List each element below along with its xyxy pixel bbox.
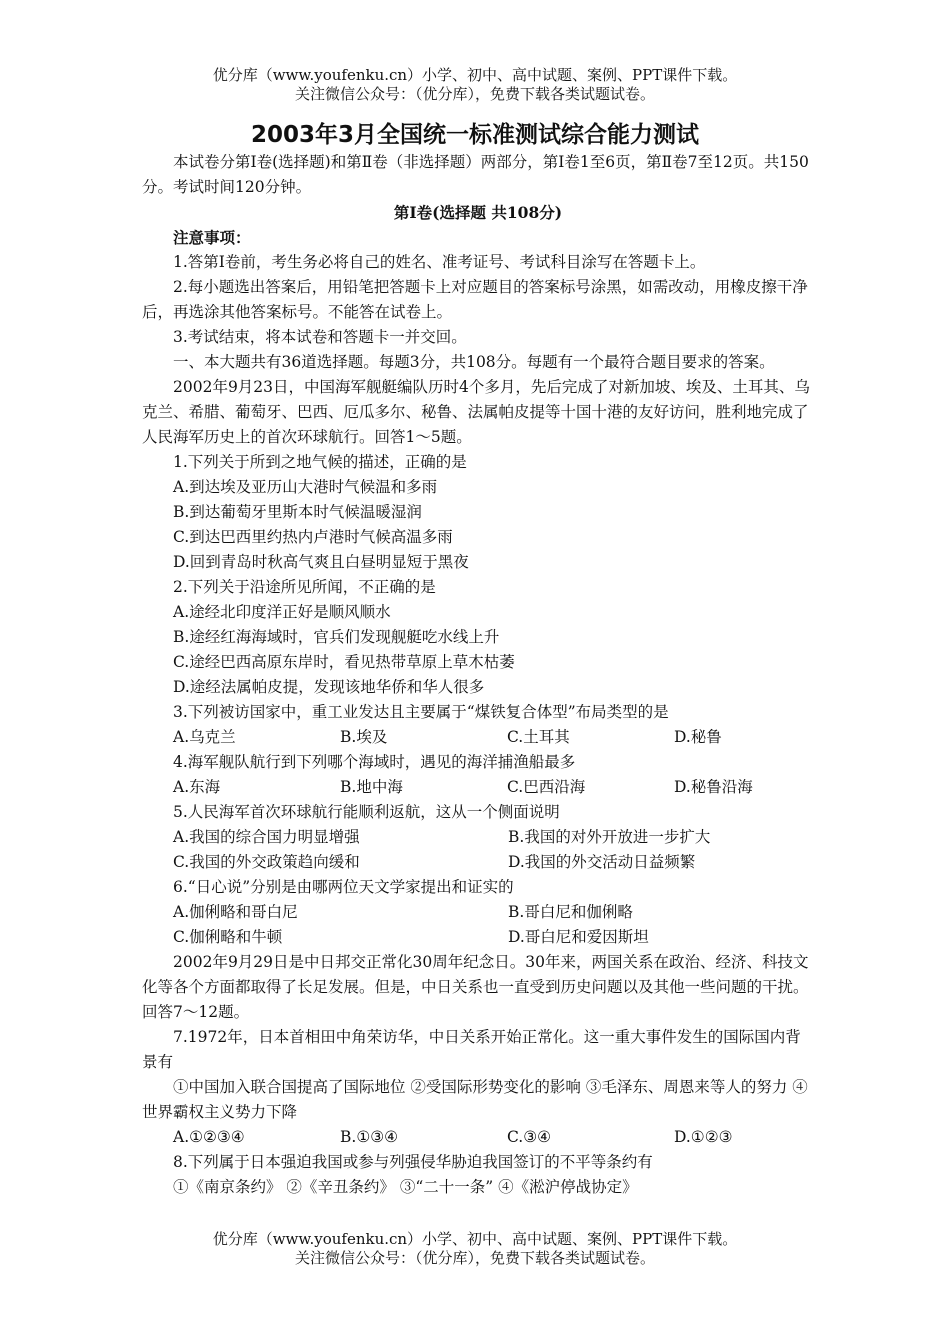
question-3-option: C.土耳其 — [507, 728, 570, 746]
question-2-option: D.途经法属帕皮提，发现该地华侨和华人很多 — [173, 678, 485, 696]
note-item: 1.答第Ⅰ卷前，考生务必将自己的姓名、准考证号、考试科目涂写在答题卡上。 — [173, 253, 706, 271]
section-title: 第Ⅰ卷(选择题 共108分) — [393, 203, 563, 222]
question-8-stem: 8.下列属于日本强迫我国或参与列强侵华胁迫我国签订的不平等条约有 — [173, 1153, 653, 1171]
question-1-option: A.到达埃及亚历山大港时气候温和多雨 — [173, 478, 438, 496]
question-4-stem: 4.海军舰队航行到下列哪个海域时，遇见的海洋捕渔船最多 — [173, 753, 576, 771]
intro-paragraph: 本试卷分第Ⅰ卷(选择题)和第Ⅱ卷（非选择题）两部分，第Ⅰ卷1至6页，第Ⅱ卷7至12页。共150分。考试时间120分钟。 — [142, 153, 809, 196]
footer-line-1: 优分库（www.youfenku.cn）小学、初中、高中试题、案例、PPT课件下载。 — [212, 1230, 738, 1248]
question-2-option: A.途经北印度洋正好是顺风顺水 — [173, 603, 391, 621]
question-2-option: B.途经红海海域时，官兵们发现舰艇吃水线上升 — [173, 628, 500, 646]
question-2-option: C.途经巴西高原东岸时，看见热带草原上草木枯萎 — [173, 653, 515, 671]
page-footer — [0, 1230, 950, 1268]
question-4-options — [142, 775, 814, 800]
question-5-option: C.我国的外交政策趋向缓和 — [173, 853, 360, 871]
question-5-stem: 5.人民海军首次环球航行能顺利返航，这从一个侧面说明 — [173, 803, 560, 821]
question-1-option: D.回到青岛时秋高气爽且白昼明显短于黑夜 — [173, 553, 469, 571]
question-5-options-row-1 — [142, 825, 814, 850]
question-7-option: C.③④ — [507, 1128, 552, 1146]
question-4-option: C.巴西沿海 — [507, 778, 586, 796]
question-6-option: D.哥白尼和爱因斯坦 — [508, 928, 649, 946]
question-5-option: B.我国的对外开放进一步扩大 — [508, 828, 711, 846]
note-item: 3.考试结束，将本试卷和答题卡一并交回。 — [173, 328, 467, 346]
header-line-2: 关注微信公众号：（优分库），免费下载各类试题试卷。 — [294, 85, 655, 103]
question-6-options-row-1 — [142, 900, 814, 925]
question-5-option: D.我国的外交活动日益频繁 — [508, 853, 696, 871]
header-line-1: 优分库（www.youfenku.cn）小学、初中、高中试题、案例、PPT课件下载。 — [212, 66, 738, 84]
question-1-stem: 1.下列关于所到之地气候的描述，正确的是 — [173, 453, 467, 471]
question-2-stem: 2.下列关于沿途所见所闻，不正确的是 — [173, 578, 436, 596]
question-6-stem: 6.“日心说”分别是由哪两位天文学家提出和证实的 — [173, 878, 514, 896]
question-3-option: A.乌克兰 — [173, 728, 236, 746]
question-1-option: C.到达巴西里约热内卢港时气候高温多雨 — [173, 528, 453, 546]
page-header — [0, 66, 950, 104]
note-item: 2.每小题选出答案后，用铅笔把答题卡上对应题目的答案标号涂黑，如需改动，用橡皮擦干净后，再选涂其他答案标号。不能答在试卷上。 — [142, 278, 808, 321]
question-7-statements: ①中国加入联合国提高了国际地位 ②受国际形势变化的影响 ③毛泽东、周恩来等人的努力 ④世界霸权主义势力下降 — [142, 1078, 808, 1121]
question-3-options — [142, 725, 814, 750]
question-4-option: D.秘鲁沿海 — [674, 778, 753, 796]
question-7-option: D.①②③ — [674, 1128, 733, 1146]
question-4-option: B.地中海 — [340, 778, 403, 796]
question-6-option: A.伽俐略和哥白尼 — [173, 903, 298, 921]
passage-2: 2002年9月29日是中日邦交正常化30周年纪念日。30年来，两国关系在政治、经济、科技文化等各个方面都取得了长足发展。但是，中日关系也一直受到历史问题以及其他一些问题的干扰。回答7～12题。 — [142, 953, 809, 1021]
question-5-options-row-2 — [142, 850, 814, 875]
question-4-option: A.东海 — [173, 778, 221, 796]
question-7-options — [142, 1125, 814, 1150]
question-7-option: B.①③④ — [340, 1128, 399, 1146]
passage-1: 2002年9月23日，中国海军舰艇编队历时4个多月，先后完成了对新加坡、埃及、土耳其、乌克兰、希腊、葡萄牙、巴西、厄瓜多尔、秘鲁、法属帕皮提等十国十港的友好访问，胜利地完成了人民海军历史上的首次环球航行。回答1～5题。 — [142, 378, 810, 446]
question-6-option: C.伽俐略和牛顿 — [173, 928, 283, 946]
notes-heading: 注意事项： — [173, 228, 251, 247]
exam-title: 2003年3月全国统一标准测试综合能力测试 — [250, 122, 700, 148]
part-one-instructions: 一、本大题共有36道选择题。每题3分，共108分。每题有一个最符合题目要求的答案。 — [173, 353, 775, 371]
question-3-option: B.埃及 — [340, 728, 388, 746]
question-1-option: B.到达葡萄牙里斯本时气候温暖湿润 — [173, 503, 422, 521]
question-3-stem: 3.下列被访国家中，重工业发达且主要属于“煤铁复合体型”布局类型的是 — [173, 703, 669, 721]
question-6-option: B.哥白尼和伽俐略 — [508, 903, 633, 921]
footer-line-2: 关注微信公众号：（优分库），免费下载各类试题试卷。 — [294, 1249, 655, 1267]
question-8-statements: ①《南京条约》 ②《辛丑条约》 ③“二十一条” ④《淞沪停战协定》 — [173, 1178, 638, 1196]
question-7-stem: 7.1972年，日本首相田中角荣访华，中日关系开始正常化。这一重大事件发生的国际国内背景有 — [142, 1028, 801, 1071]
exam-body — [142, 150, 814, 1200]
question-6-options-row-2 — [142, 925, 814, 950]
question-5-option: A.我国的综合国力明显增强 — [173, 828, 360, 846]
question-7-option: A.①②③④ — [173, 1128, 245, 1146]
question-3-option: D.秘鲁 — [674, 728, 722, 746]
